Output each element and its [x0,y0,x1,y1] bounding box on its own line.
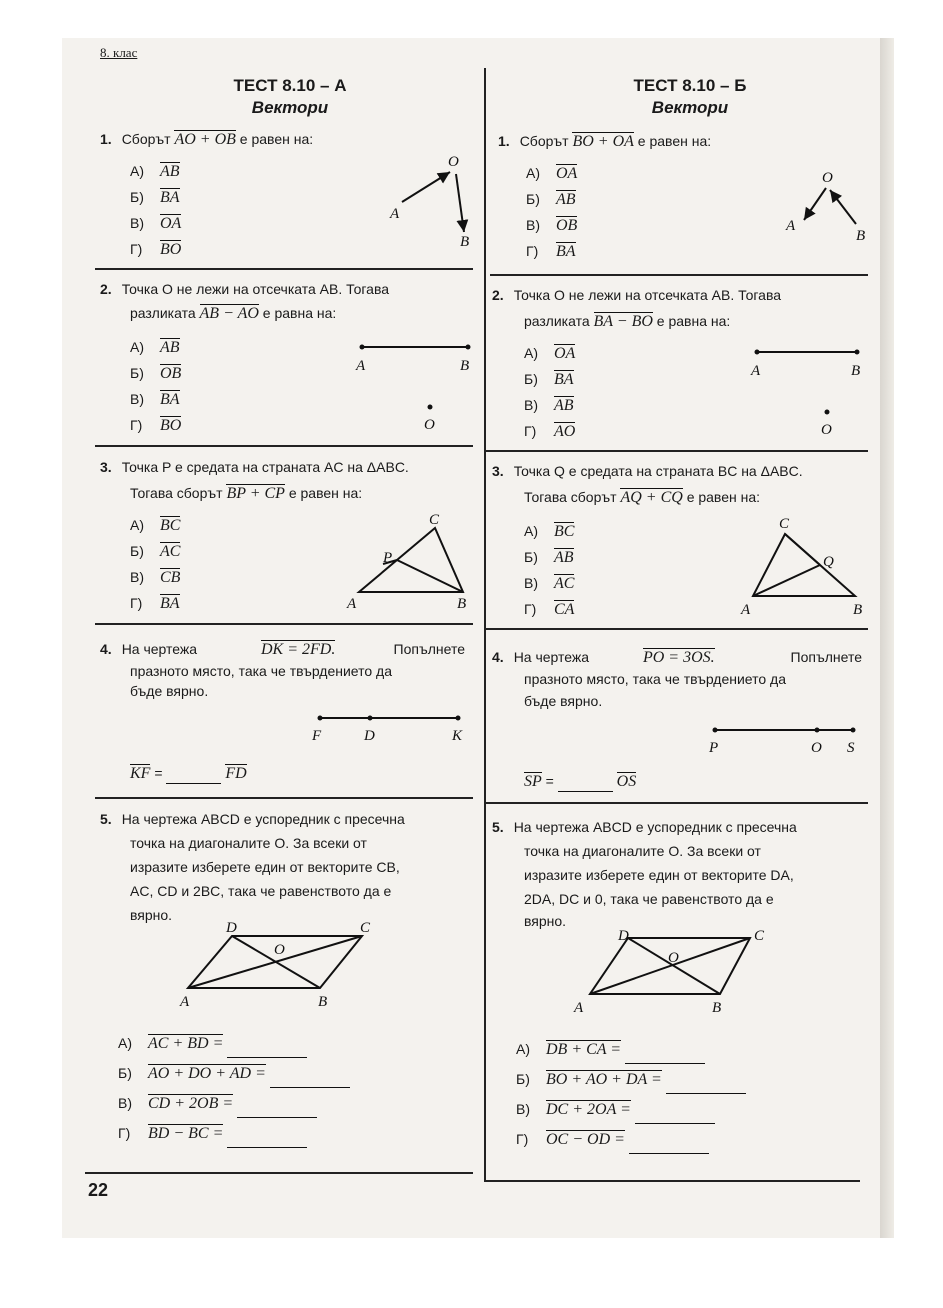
svg-text:O: O [424,417,435,433]
left-divider-3 [95,623,473,625]
right-q2-line2: разликата BA − BO е равна на: [524,313,731,330]
left-q2-options: А) AB Б) OB В) BA Г) BO [130,339,182,434]
left-q3-line1: 3. Точка P е средата на страната AC на ΔABC. [100,459,409,475]
svg-text:O: O [822,170,833,186]
svg-text:C: C [754,928,765,944]
right-q3-figure [735,512,870,617]
right-divider-4 [484,802,868,804]
right-q5-line3: изразите изберете един от векторите DA, [524,867,794,883]
left-q5-line2: точка на диагоналите O. За всеки от [130,835,367,851]
svg-text:S: S [847,740,855,756]
svg-text:F: F [312,728,322,744]
svg-text:P: P [383,550,393,566]
left-test-subtitle: Вектори [251,98,329,117]
right-divider-3 [484,628,868,630]
right-q4-line3: бъде вярно. [524,693,603,709]
svg-text:O: O [668,950,679,966]
svg-text:A: A [356,358,366,374]
left-divider-2 [95,445,473,447]
right-test-subtitle: Вектори [651,98,729,117]
svg-text:D: D [618,928,629,944]
left-q4-figure [310,708,470,748]
left-q2-line2: разликата AB − AO е равна на: [130,305,337,322]
right-q5-items: А) DB + CA = Б) BO + AO + DA = В) DC + 2OA = Г) OC − OD = [516,1034,746,1154]
svg-text:C: C [429,512,440,528]
right-q1-figure [780,168,870,248]
left-q4-blank[interactable] [166,767,221,784]
svg-text:B: B [712,1000,722,1016]
svg-text:A: A [347,596,357,612]
left-divider-1 [95,268,473,270]
right-q5-blank-a[interactable] [625,1047,705,1064]
left-q3-options: А) BC Б) AC В) CB Г) BA [130,517,181,612]
right-q5-line5: вярно. [524,913,567,929]
left-q5-line5: вярно. [130,907,173,923]
svg-text:B: B [318,994,328,1010]
svg-text:A: A [751,363,761,379]
left-q5-blank-b[interactable] [270,1071,350,1088]
page-number: 22 [88,1180,109,1200]
right-q3-line2: Тогава сборът AQ + CQ е равен на: [524,489,761,506]
left-q5-figure [170,918,390,1013]
svg-text:O: O [274,942,285,958]
svg-text:D: D [226,920,237,936]
left-q3-line2: Тогава сборът BP + CP е равен на: [130,485,363,502]
right-q5-blank-b[interactable] [666,1077,746,1094]
right-q4-line2: празното място, така че твърдението да [524,671,787,687]
right-q4-blank[interactable] [558,775,613,792]
left-q5-line3: изразите изберете един от векторите CB, [130,859,400,875]
svg-text:D: D [364,728,375,744]
right-q4-fill: SP = OS [524,773,637,790]
right-q5-line1: 5. На чертежа ABCD е успоредник с пресечна [492,819,797,835]
left-q1-prompt: 1. Сборът AO + OB е равен на: [100,131,314,148]
svg-text:O: O [821,422,832,438]
svg-text:O: O [448,154,459,170]
left-divider-4 [95,797,473,799]
svg-text:B: B [460,234,470,250]
left-q1-options: А) AB Б) BA В) OA Г) BO [130,163,182,258]
left-q4-line1: 4. На чертежа DK = 2FD. Попълнете [100,641,465,658]
svg-text:A: A [180,994,190,1010]
grade-header: 8. клас [100,45,138,60]
left-q4-line3: бъде вярно. [130,683,209,699]
svg-text:C: C [360,920,371,936]
svg-text:B: B [460,358,470,374]
svg-text:B: B [851,363,861,379]
right-q3-options: А) BC Б) AB В) AC Г) CA [524,523,575,618]
svg-text:B: B [856,228,866,244]
svg-text:K: K [452,728,463,744]
right-q2-options: А) OA Б) BA В) AB Г) AO [524,345,576,440]
svg-text:Q: Q [823,554,834,570]
right-q5-line2: точка на диагоналите O. За всеки от [524,843,761,859]
page-edge-shadow [880,38,894,1238]
left-q5-blank-c[interactable] [237,1101,317,1118]
right-q1-options: А) OA Б) AB В) OB Г) BA [526,165,578,260]
left-q5-blank-a[interactable] [227,1041,307,1058]
svg-text:A: A [786,218,796,234]
svg-text:B: B [853,602,863,618]
right-q3-line1: 3. Точка Q е средата на страната BC на ΔABC. [492,463,803,479]
right-q5-blank-c[interactable] [635,1107,715,1124]
left-q5-blank-d[interactable] [227,1131,307,1148]
svg-text:P: P [709,740,719,756]
left-q2-figure [350,335,480,435]
right-test-title: ТЕСТ 8.10 – Б [633,76,747,95]
right-divider-5 [484,1180,860,1182]
svg-text:B: B [457,596,467,612]
left-q5-items: А) AC + BD = Б) AO + DO + AD = В) CD + 2OB = Г) BD − BC = [118,1028,350,1148]
left-q2-line1: 2. Точка O не лежи на отсечката AB. Тогава [100,281,390,297]
right-divider-2 [484,450,868,452]
left-q5-line4: AC, CD и 2BC, така че равенството да е [130,883,392,899]
left-q1-expr: AO + OB [174,131,236,148]
svg-text:A: A [390,206,400,222]
right-q4-figure [705,720,865,760]
right-q4-line1: 4. На чертежа PO = 3OS. Попълнете [492,649,862,666]
right-divider-1 [490,274,868,276]
left-q5-line1: 5. На чертежа ABCD е успоредник с пресечна [100,811,405,827]
right-q2-figure [745,340,870,440]
left-q3-figure [345,510,475,615]
left-q4-line2: празното място, така че твърдението да [130,663,393,679]
svg-text:A: A [741,602,751,618]
column-divider [484,68,486,1180]
svg-text:A: A [574,1000,584,1016]
left-test-title: ТЕСТ 8.10 – А [233,76,347,95]
left-q4-fill: KF = FD [130,765,247,782]
left-q1-figure [380,150,480,250]
right-q5-blank-d[interactable] [629,1137,709,1154]
svg-text:O: O [811,740,822,756]
right-q1-prompt: 1. Сборът BO + OA е равен на: [498,133,712,150]
right-q5-figure [560,924,790,1019]
right-q5-line4: 2DA, DC и 0, така че равенството да е [524,891,774,907]
svg-text:C: C [779,516,790,532]
left-divider-5 [85,1172,473,1174]
right-q2-line1: 2. Точка O не лежи на отсечката AB. Тогава [492,287,782,303]
